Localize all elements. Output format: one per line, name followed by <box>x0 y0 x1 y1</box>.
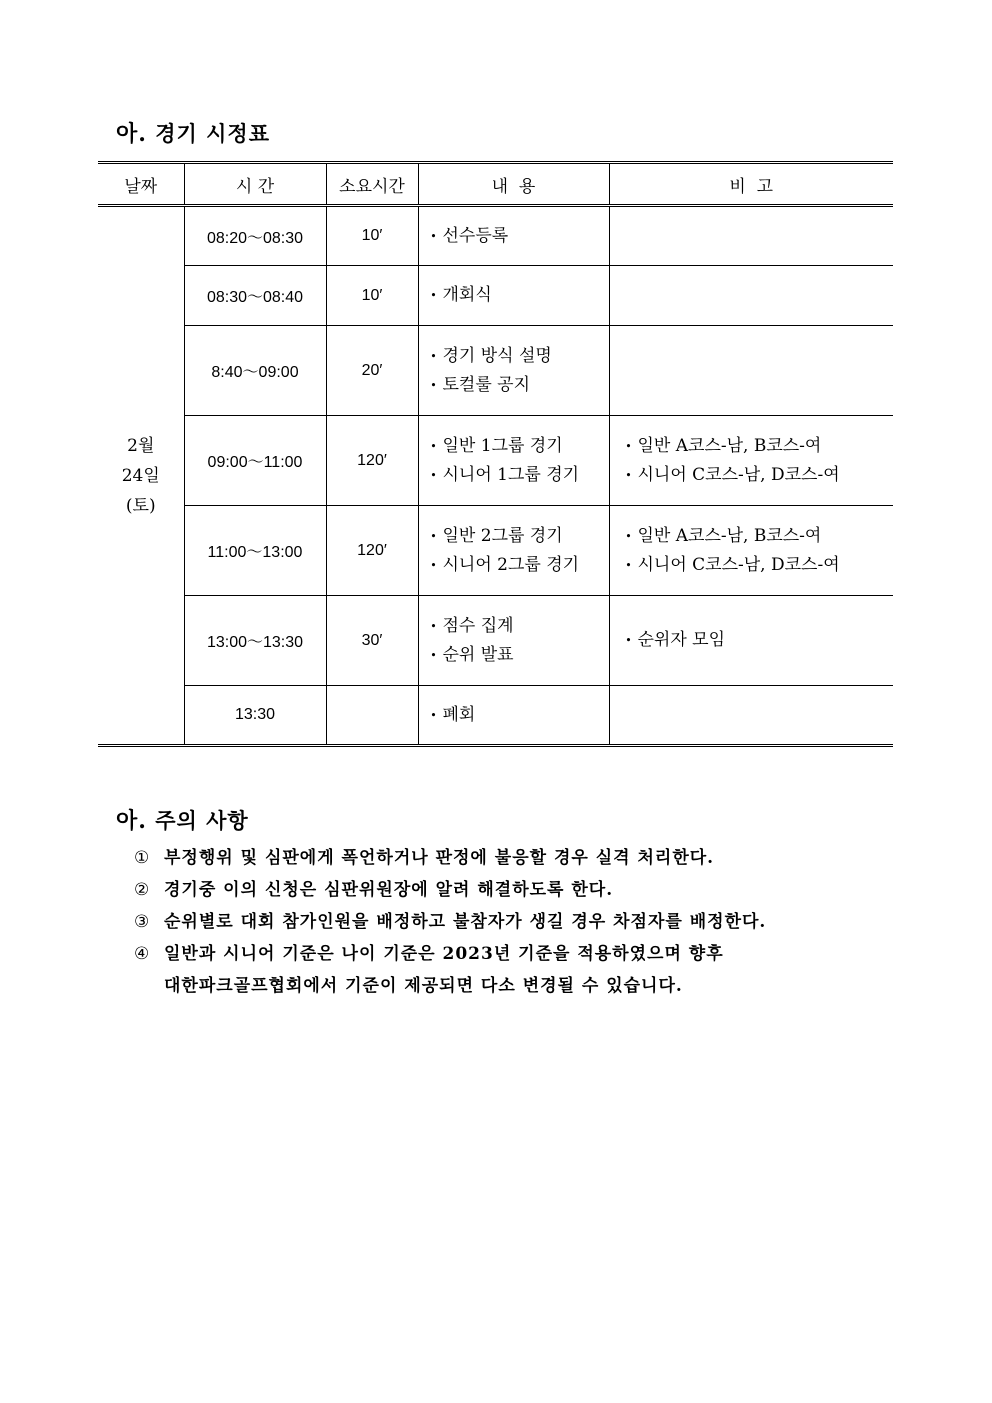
note-cell-line <box>620 522 894 551</box>
caution-line: 경기중 이의 신청은 심판위원장에 알려 해결하도록 한다. <box>164 880 614 900</box>
caution-text <box>164 842 714 874</box>
date-line: 24일 <box>121 465 160 486</box>
section-title-text: 경기 시정표 <box>155 121 270 146</box>
content-cell-line <box>425 222 609 251</box>
bullet-icon: • <box>430 529 437 543</box>
table-row <box>98 206 893 266</box>
table-row <box>98 686 893 746</box>
content-cell <box>418 416 609 506</box>
note-cell <box>609 596 893 686</box>
caution-item <box>134 906 766 938</box>
content-cell <box>418 506 609 596</box>
caution-item <box>134 842 766 874</box>
content-cell-line <box>425 432 609 461</box>
caution-text <box>164 938 724 1002</box>
content-cell <box>418 266 609 326</box>
caution-item <box>134 938 766 1002</box>
duration-cell: 120′ <box>326 416 418 506</box>
content-cell-text: 시니어 2그룹 경기 <box>442 554 580 575</box>
content-cell-text: 점수 집계 <box>442 615 514 636</box>
header-date: 날짜 <box>98 163 184 206</box>
content-cell-line <box>425 701 609 730</box>
caution-number: ③ <box>134 912 151 932</box>
bullet-icon: • <box>430 708 437 722</box>
time-cell: 8:40～09:00 <box>184 326 326 416</box>
duration-cell <box>326 686 418 746</box>
date-line: 2월 <box>127 435 155 456</box>
bullet-icon: • <box>430 619 437 633</box>
time-cell: 13:00～13:30 <box>184 596 326 686</box>
caution-list <box>134 842 766 1002</box>
note-cell <box>609 266 893 326</box>
note-cell-line <box>620 551 894 580</box>
bullet-icon: • <box>430 439 437 453</box>
schedule-section-title <box>116 117 270 148</box>
table-row <box>98 266 893 326</box>
bullet-icon: • <box>430 229 437 243</box>
content-cell-line <box>425 371 609 400</box>
note-cell <box>609 686 893 746</box>
content-cell-line <box>425 461 609 490</box>
content-cell-text: 개회식 <box>442 285 492 305</box>
header-time: 시 간 <box>184 163 326 206</box>
table-row <box>98 326 893 416</box>
bullet-icon: • <box>430 468 437 482</box>
date-line: (토) <box>125 495 156 516</box>
content-cell-text: 폐회 <box>442 704 476 725</box>
caution-line: 일반과 시니어 기준은 나이 기준은 2023년 기준을 적용하였으며 향후 <box>164 944 724 964</box>
content-cell-text: 토컬룰 공지 <box>442 374 531 395</box>
note-cell <box>609 326 893 416</box>
content-cell <box>418 326 609 416</box>
content-cell-text: 순위 발표 <box>442 644 514 665</box>
content-cell-text: 일반 1그룹 경기 <box>442 435 563 456</box>
caution-line: 대한파크골프협회에서 기준이 제공되면 다소 변경될 수 있습니다. <box>164 976 683 996</box>
content-cell-line <box>425 551 609 580</box>
caution-line: 순위별로 대회 참가인원을 배정하고 불참자가 생길 경우 차점자를 배정한다. <box>164 912 767 932</box>
content-cell <box>418 206 609 266</box>
time-cell: 11:00～13:00 <box>184 506 326 596</box>
note-cell-text: 일반 A코스-남, B코스-여 <box>637 525 822 546</box>
bullet-icon: • <box>625 468 632 482</box>
caution-number: ① <box>134 848 151 868</box>
header-duration: 소요시간 <box>326 163 418 206</box>
note-cell-text: 시니어 C코스-남, D코스-여 <box>637 554 840 575</box>
time-cell: 08:20～08:30 <box>184 206 326 266</box>
section-title-text: 주의 사항 <box>155 808 249 833</box>
bullet-icon: • <box>430 349 437 363</box>
caution-section-title <box>116 804 249 835</box>
content-cell-line <box>425 641 609 670</box>
content-cell <box>418 686 609 746</box>
note-cell-line <box>620 461 894 490</box>
schedule-table <box>98 161 893 747</box>
bullet-icon: • <box>430 289 437 302</box>
duration-cell: 20′ <box>326 326 418 416</box>
note-cell-text: 일반 A코스-남, B코스-여 <box>637 435 822 456</box>
table-header-row <box>98 163 893 206</box>
duration-cell: 10′ <box>326 206 418 266</box>
content-cell-line <box>425 281 609 310</box>
content-cell-line <box>425 522 609 551</box>
content-cell-line <box>425 342 609 371</box>
bullet-icon: • <box>430 558 437 572</box>
bullet-icon: • <box>625 558 632 572</box>
caution-text <box>164 874 613 906</box>
duration-cell: 10′ <box>326 266 418 326</box>
note-cell <box>609 416 893 506</box>
note-cell-line <box>620 432 894 461</box>
table-row <box>98 416 893 506</box>
caution-number: ④ <box>134 944 151 964</box>
content-cell-text: 경기 방식 설명 <box>442 345 552 366</box>
note-cell-text: 시니어 C코스-남, D코스-여 <box>637 464 840 485</box>
header-notes: 비 고 <box>609 163 893 206</box>
bullet-icon: • <box>430 648 437 662</box>
caution-line: 부정행위 및 심판에게 폭언하거나 판정에 불응할 경우 실격 처리한다. <box>164 848 715 868</box>
duration-cell: 120′ <box>326 506 418 596</box>
caution-item <box>134 874 766 906</box>
bullet-icon: • <box>625 529 632 543</box>
time-cell: 08:30～08:40 <box>184 266 326 326</box>
content-cell <box>418 596 609 686</box>
caution-text <box>164 906 766 938</box>
table-row <box>98 506 893 596</box>
note-cell-text: 순위자 모임 <box>637 630 726 650</box>
bullet-icon: • <box>625 439 632 453</box>
content-cell-text: 일반 2그룹 경기 <box>442 525 563 546</box>
section-marker: 아. <box>116 121 147 147</box>
duration-cell: 30′ <box>326 596 418 686</box>
content-cell-text: 시니어 1그룹 경기 <box>442 464 580 485</box>
note-cell <box>609 206 893 266</box>
content-cell-line <box>425 612 609 641</box>
date-cell <box>98 206 184 746</box>
time-cell: 09:00～11:00 <box>184 416 326 506</box>
caution-number: ② <box>134 880 151 900</box>
time-cell: 13:30 <box>184 686 326 746</box>
bullet-icon: • <box>625 634 632 647</box>
note-cell <box>609 506 893 596</box>
bullet-icon: • <box>430 378 437 392</box>
note-cell-line <box>620 626 894 655</box>
header-content: 내 용 <box>418 163 609 206</box>
section-marker: 아. <box>116 808 147 834</box>
content-cell-text: 선수등록 <box>442 225 509 246</box>
table-row <box>98 596 893 686</box>
